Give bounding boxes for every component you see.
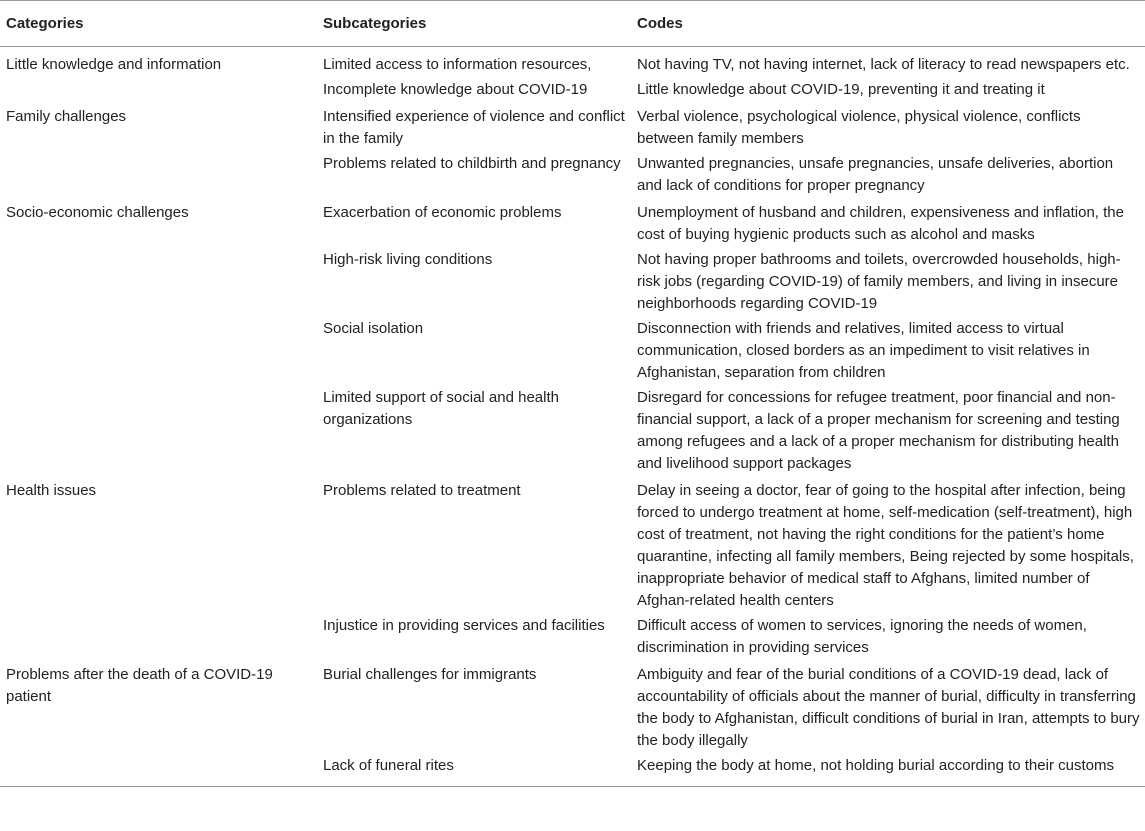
header-subcategories: Subcategories (317, 1, 631, 47)
subcategory-cell: Social isolation (323, 320, 424, 337)
subcategory-cell: Burial challenges for immigrants (323, 666, 537, 683)
codes-cell: Ambiguity and fear of the burial conditions of a COVID-19 dead, lack of accountability of officials about the manner of burial, difficulty in transferring the body to Afghanistan, difficult conditions of burial in Iran, attempts to bury the body illegally (637, 666, 1140, 749)
codes-cell: Verbal violence, psychological violence, physical violence, conflicts between family members (637, 108, 1081, 147)
category-cell: Socio-economic challenges (6, 204, 189, 221)
table-row (0, 47, 1145, 80)
table-row (0, 755, 1145, 787)
codes-cell: Unemployment of husband and children, expensiveness and inflation, the cost of buying hygienic products such as alcohol and masks (637, 204, 1124, 243)
table-row (0, 200, 1145, 249)
codes-cell: Keeping the body at home, not holding burial according to their customs (631, 755, 1145, 787)
codes-cell: Little knowledge about COVID-19, preventing it and treating it (637, 81, 1045, 98)
table-row (0, 615, 1145, 662)
subcategory-cell: Exacerbation of economic problems (323, 204, 562, 221)
table-body (0, 47, 1145, 787)
table-row (0, 104, 1145, 153)
codes-cell: Unwanted pregnancies, unsafe pregnancies, unsafe deliveries, abortion and lack of conditions for proper pregnancy (637, 155, 1114, 194)
subcategory-cell: High-risk living conditions (323, 251, 493, 268)
codes-cell: Difficult access of women to services, ignoring the needs of women, discrimination in providing services (637, 617, 1087, 656)
table-row (0, 387, 1145, 478)
table-row (0, 662, 1145, 755)
table-header (0, 1, 1145, 47)
subcategory-cell: Problems related to childbirth and pregnancy (323, 155, 621, 172)
table-row (0, 153, 1145, 200)
category-cell: Family challenges (6, 108, 127, 125)
category-cell (0, 79, 317, 104)
codes-cell: Disregard for concessions for refugee treatment, poor financial and non-financial support, a lack of a proper mechanism for screening and testing among refugees and a lack of a proper mechanism for distributing health and livelihood support packages (637, 389, 1120, 472)
table-row (0, 249, 1145, 318)
subcategory-cell: Incomplete knowledge about COVID-19 (323, 81, 588, 98)
subcategory-cell: Limited access to information resources, (323, 56, 592, 73)
table-row (0, 478, 1145, 615)
subcategory-cell: Intensified experience of violence and conflict in the family (323, 108, 625, 147)
header-row (0, 1, 1145, 47)
subcategory-cell: Lack of funeral rites (317, 755, 631, 787)
category-cell (0, 318, 317, 387)
category-cell: Little knowledge and information (6, 56, 222, 73)
codes-cell: Not having proper bathrooms and toilets, overcrowded households, high-risk jobs (regarding COVID-19) of family members, and living in insecure neighborhoods regarding COVID-19 (637, 251, 1121, 312)
table-row (0, 318, 1145, 387)
codes-cell: Disconnection with friends and relatives, limited access to virtual communication, closed borders as an impediment to visit relatives in Afghanistan, separation from children (637, 320, 1090, 381)
codes-cell: Not having TV, not having internet, lack of literacy to read newspapers etc. (637, 56, 1130, 73)
category-cell (0, 249, 317, 318)
header-categories: Categories (0, 1, 317, 47)
category-cell (0, 153, 317, 200)
header-codes: Codes (631, 1, 1145, 47)
category-cell (0, 755, 317, 787)
table-row (0, 79, 1145, 104)
subcategory-cell: Limited support of social and health organizations (323, 389, 559, 428)
subcategory-cell: Injustice in providing services and facilities (323, 617, 605, 634)
codes-cell: Delay in seeing a doctor, fear of going to the hospital after infection, being forced to undergo treatment at home, self-medication (self-treatment), high cost of treatment, not having the right conditions for the patient’s home quarantine, infecting all family members, Being rejected by some hospitals, inappropriate behavior of medical staff to Afghans, limited number of Afghan-related health centers (637, 482, 1134, 609)
category-cell (0, 387, 317, 478)
category-cell: Health issues (6, 482, 97, 499)
category-cell: Problems after the death of a COVID-19 patient (6, 666, 273, 705)
subcategory-cell: Problems related to treatment (323, 482, 521, 499)
category-cell (0, 615, 317, 662)
